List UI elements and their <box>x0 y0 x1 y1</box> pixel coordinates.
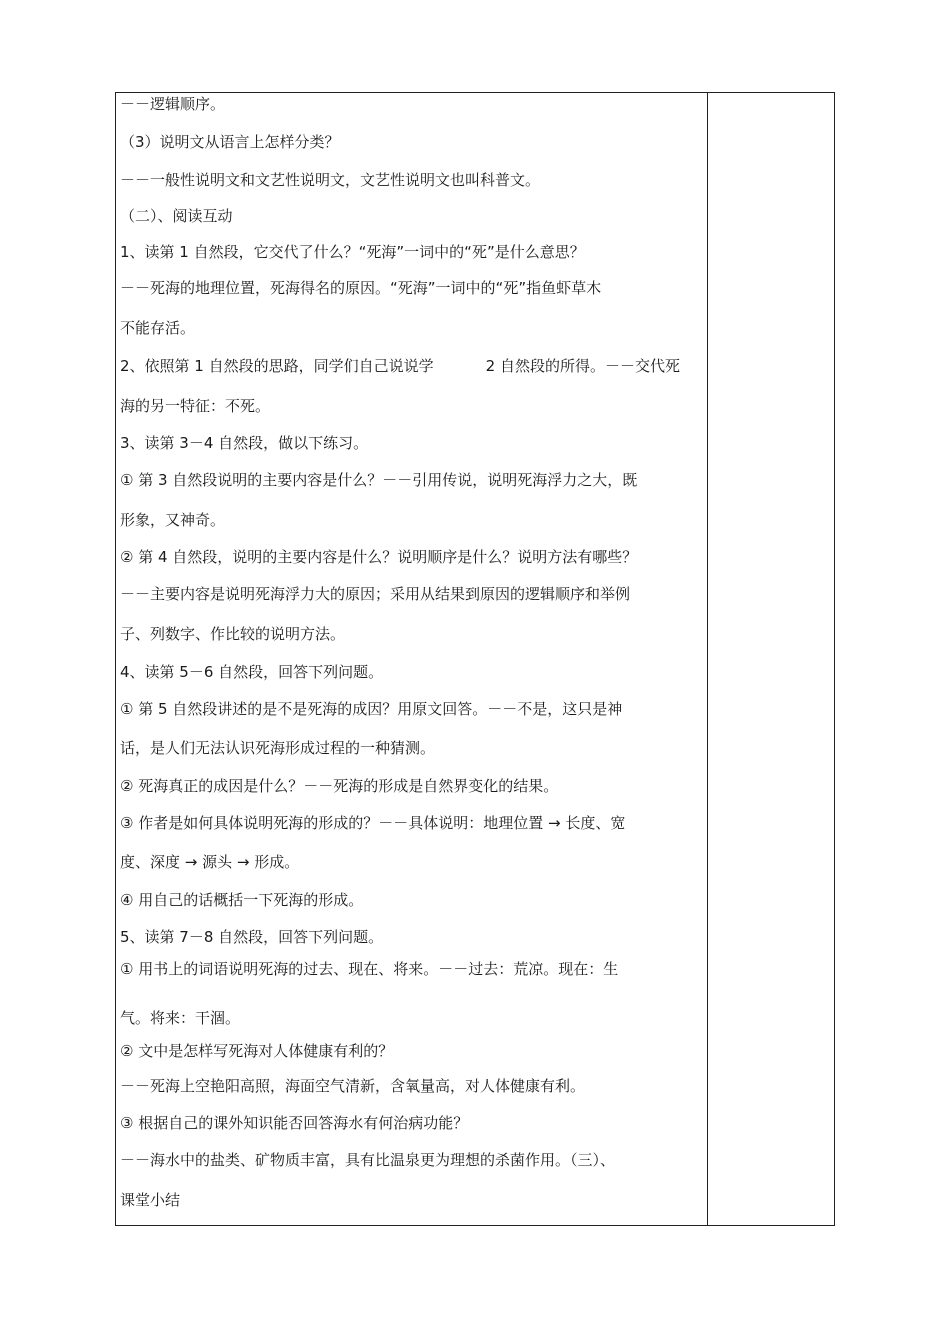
question-line: ② 第 4 自然段，说明的主要内容是什么？说明顺序是什么？说明方法有哪些？ <box>120 548 638 566</box>
question-line: ③ 作者是如何具体说明死海的形成的？－－具体说明：地理位置 → 长度、宽 <box>120 814 626 832</box>
question-line: 5、读第 7－8 自然段，回答下列问题。 <box>120 928 384 946</box>
lesson-content <box>120 92 705 1226</box>
answer-line: －－主要内容是说明死海浮力大的原因；采用从结果到原因的逻辑顺序和举例 <box>120 585 631 603</box>
answer-line: 话，是人们无法认识死海形成过程的一种猜测。 <box>120 739 436 757</box>
question-line: ① 用书上的词语说明死海的过去、现在、将来。－－过去：荒凉。现在：生 <box>120 960 619 978</box>
question-line: ③ 根据自己的课外知识能否回答海水有何治病功能？ <box>120 1114 469 1132</box>
question-line: ① 第 3 自然段说明的主要内容是什么？－－引用传说，说明死海浮力之大，既 <box>120 471 638 489</box>
question-line: ④ 用自己的话概括一下死海的形成。 <box>120 891 364 909</box>
answer-line: 子、列数字、作比较的说明方法。 <box>120 625 346 643</box>
question-line: ② 死海真正的成因是什么？－－死海的形成是自然界变化的结果。 <box>120 777 559 795</box>
text-line: （3）说明文从语言上怎样分类？ <box>120 133 340 151</box>
question-line: ① 第 5 自然段讲述的是不是死海的成因？用原文回答。－－不是，这只是神 <box>120 700 623 718</box>
answer-line: 海的另一特征：不死。 <box>120 397 271 415</box>
question-line: 3、读第 3－4 自然段，做以下练习。 <box>120 434 369 452</box>
question-part: 2、依照第 1 自然段的思路，同学们自己说说学 <box>120 357 434 375</box>
answer-line: －－死海的地理位置，死海得名的原因。“死海”一词中的“死”指鱼虾草木 <box>120 279 602 297</box>
question-part: 2 自然段的所得。－－交代死 <box>485 357 680 375</box>
answer-line: 气。将来：干涸。 <box>120 1009 241 1027</box>
answer-line: 不能存活。 <box>120 319 196 337</box>
question-line <box>120 356 680 376</box>
text-line: －－逻辑顺序。 <box>120 95 226 113</box>
section-heading: 课堂小结 <box>120 1191 181 1209</box>
question-line: 1、读第 1 自然段，它交代了什么？“死海”一词中的“死”是什么意思？ <box>120 243 585 261</box>
question-line: ② 文中是怎样写死海对人体健康有利的？ <box>120 1042 394 1060</box>
section-heading: （二）、阅读互动 <box>120 207 233 225</box>
column-divider <box>707 92 708 1226</box>
answer-line: 形象，又神奇。 <box>120 511 226 529</box>
text-line: －－一般性说明文和文艺性说明文，文艺性说明文也叫科普文。 <box>120 171 541 189</box>
answer-line: －－死海上空艳阳高照，海面空气清新，含氧量高，对人体健康有利。 <box>120 1077 586 1095</box>
answer-line: －－海水中的盐类、矿物质丰富，具有比温泉更为理想的杀菌作用。（三）、 <box>120 1151 616 1169</box>
answer-line: 度、深度 → 源头 → 形成。 <box>120 853 300 871</box>
question-line: 4、读第 5－6 自然段，回答下列问题。 <box>120 663 384 681</box>
